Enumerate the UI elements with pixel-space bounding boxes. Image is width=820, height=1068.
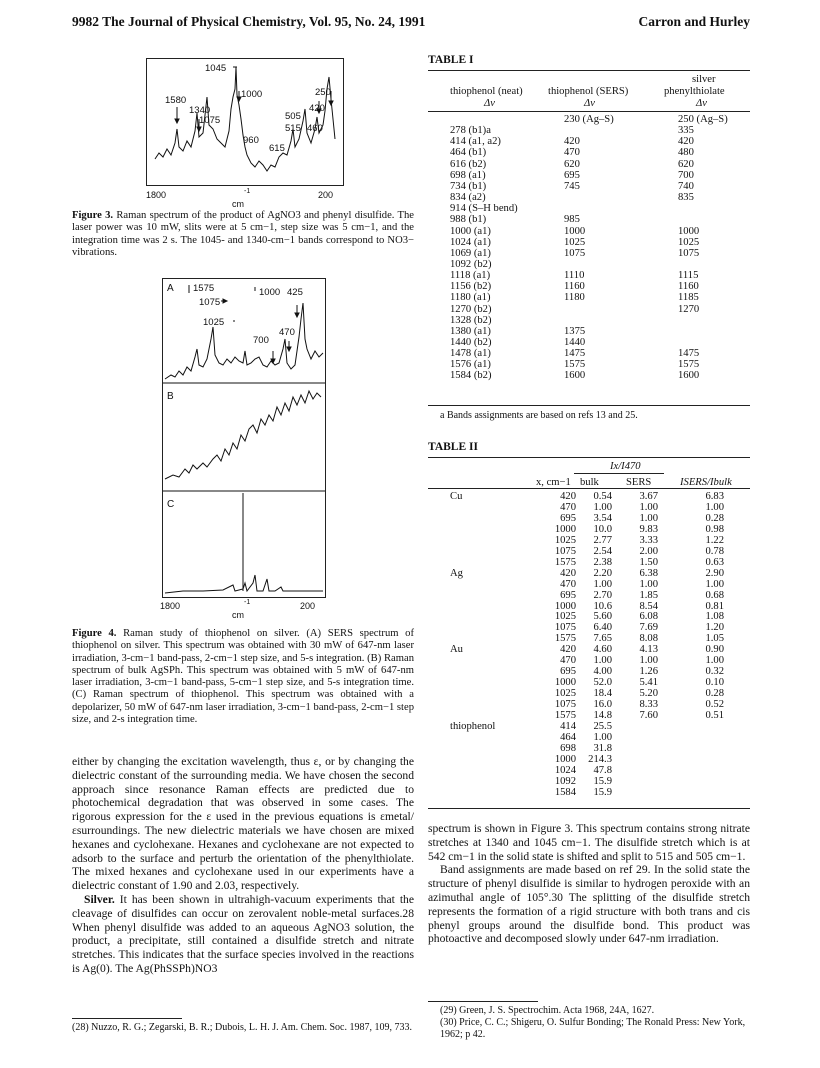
table-1-cell: 1118 (a1) [450,270,491,282]
table-1-cell: 1025 [564,236,586,248]
table-2-cell: 1075 [554,622,576,634]
table-2-group-rule [574,473,664,474]
table-2-cell: 214.3 [588,753,612,765]
table-2-cell: 1.20 [705,622,724,634]
table-1 [428,72,750,402]
table-1-cell: 1000 [678,225,700,237]
table-1-cell: 1478 (a1) [450,348,491,360]
table-1-title: TABLE I [428,54,474,66]
table-2-cell: 420 [560,567,576,579]
table-2-cell: 47.8 [593,764,612,776]
t1-head-dnu3: Δν [696,98,707,109]
table-2-cell: 470 [560,501,576,513]
figure-3-spectrum [147,59,343,185]
table-2-cell: 698 [560,742,576,754]
fig3-peak-1000: 1000 [241,89,263,100]
table-2-cell: 1.00 [705,578,724,590]
fig4-trace-c [165,575,323,593]
table-2-cell: 0.51 [705,710,724,721]
fig4-peak-470: 470 [279,327,295,338]
table-2-cell: 3.67 [639,491,658,502]
table-2-cell: 18.4 [593,688,612,700]
table-2-cell: 0.68 [705,589,724,601]
fig3-axis-left: 1800 [146,190,167,200]
table-2-cell: 4.00 [593,666,612,678]
table-2-cell: 7.65 [593,633,612,645]
table-1-cell: 985 [564,214,580,226]
table-2-cell: 14.8 [593,710,612,721]
table-2-cell: 4.60 [593,644,612,656]
table-1-cell: 1600 [564,370,586,382]
table-2-cell: 414 [560,720,576,732]
fig4-peak-1075: 1075 [199,297,221,308]
table-2-cell: 464 [560,731,576,743]
running-header: 9982 The Journal of Physical Chemistry, Vol. 95, No. 24, 1991 [72,14,426,29]
table-1-cell: 1000 [564,225,586,237]
table-2-cell: 420 [560,644,576,656]
table-2-cell: 10.0 [593,523,612,535]
table-2-cell: 0.32 [705,666,724,678]
table-2-cell: 0.81 [705,600,724,612]
fig3-peak-420: 420 [309,103,325,114]
table-2-cell: 52.0 [593,677,612,689]
table-2-title: TABLE II [428,441,478,453]
fig3-peak-1340: 1340 [189,105,211,116]
table-2-cell: 6.83 [705,491,724,502]
fig3-axis-right: 200 [318,190,334,200]
table-1-cell: 988 (b1) [450,214,487,226]
table-1-cell: 734 (b1) [450,180,487,192]
table-2-cell: 1.00 [639,512,658,524]
fig3-peak-515: 515 [285,123,301,134]
table-1-cell: 1110 [564,270,585,282]
table-2-cell: 0.78 [705,545,724,557]
table-2-cell: Cu [450,491,463,502]
table-2-cell: 1092 [554,775,576,787]
table-2-bottom-rule [428,808,750,809]
table-2-cell: 6.40 [593,622,612,634]
table-1-cell: 1375 [564,325,586,337]
table-2-cell: 0.28 [705,688,724,700]
table-2-cell: 5.60 [593,611,612,623]
table-2-cell: 695 [560,666,576,678]
table-2-cell: 6.38 [639,567,658,579]
table-1-cell: 1092 (b2) [450,258,492,270]
table-1-cell: 1440 (b2) [450,337,492,348]
table-1-cell: 335 [678,125,694,137]
table-2-cell: 0.54 [593,491,612,502]
table-2-cell: 1.00 [639,501,658,513]
t1-head-col2: thiophenol (SERS) [548,86,629,97]
left-paragraph-1: either by changing the excitation wavelength, thus ε, or by changing the dielectric constant of the surrounding media. We have chosen the second approach since resonance Raman effects are predicted due to photochemical degradation that was observed in some cases. The rigorous expression for the ε used in the previous equations is εmetal/εsurroundings. The new dielectric materials we have chosen are mixed hexanes and cyclohexane. Hexanes and cyclohexane are not expected to adsorb to the surface and perturb the orientation of the phenylthiolate. The mixed hexanes and cyclohexane used in our experiments have a dielectric constant of 1.90 and 2.03, respectively. [72,755,414,893]
fig4-axis-unit: $cm^{-1}$ [232,599,251,620]
table-1-cell: 745 [564,180,580,192]
table-2-cell: 1.05 [705,633,724,645]
table-1-cell: 1075 [678,247,700,259]
table-1-cell: 698 (a1) [450,169,486,181]
table-1-cell: 1475 [678,348,700,360]
table-2-cell: 4.13 [639,644,658,656]
table-2-cell: 25.5 [593,720,612,732]
fig4-peak-425: 425 [287,287,303,298]
table-1-cell: 834 (a2) [450,192,486,204]
table-1-cell: 740 [678,180,694,192]
fig4-trace-b [165,391,321,479]
table-1-cell: 1115 [678,270,699,282]
table-2-cell: 16.0 [593,699,612,711]
t2-head-sers: SERS [626,477,652,488]
fig3-peak-460: 460 [307,123,323,134]
table-2-cell: 0.90 [705,644,724,656]
table-1-cell: 1185 [678,292,699,304]
table-2-cell: 0.52 [705,699,724,711]
table-2-cell: 1075 [554,545,576,557]
table-1-cell: 1000 (a1) [450,225,491,237]
table-1-top-rule [428,70,750,71]
fig3-peak-505: 505 [285,111,301,122]
table-2-cell: 1000 [554,600,576,612]
t1-head-col3b: phenylthiolate [664,86,725,97]
table-1-cell: 420 [678,136,694,148]
table-2-cell: 2.70 [593,589,612,601]
table-1-cell: 1575 [564,359,586,371]
fig4-axis-left: 1800 [160,601,181,611]
right-paragraph-2: Band assignments are made based on ref 29. In the solid state the structure of phenyl disulfide is similar to hydrogen peroxide with an azimuthal angle of 105°.30 The splitting of the disulfide stretch represents the formation of a rigid structure with both trans and cis phenyl groups around the disulfide bond. This product was photoactive and decomposed slowly under 647-nm irradiation. [428,863,750,946]
t1-head-dnu1: Δν [484,98,495,109]
t2-head-ratio: ISERS/Ibulk [680,477,732,488]
fig3-peak-960: 960 [243,135,259,146]
table-2-cell: 1575 [554,556,576,568]
table-2-cell: 1024 [554,764,576,776]
table-1-cell: 480 [678,147,694,159]
table-2-cell: 0.10 [705,677,724,689]
table-1-cell: 914 (S–H bend) [450,203,518,215]
table-2-cell: 2.20 [593,567,612,579]
fig4-peak-700: 700 [253,335,269,346]
table-2-cell: 1000 [554,753,576,765]
table-2-cell: 1025 [554,688,576,700]
footnote-30: (30) Price, C. C.; Shigeru, O. Sulfur Bonding; The Ronald Press: New York, 1962; p 42. [440,1017,746,1040]
fig4-trace-a [165,303,323,379]
table-2-cell: 2.38 [593,556,612,568]
table-1-cell: 1575 [678,359,700,371]
table-2-cell: 695 [560,512,576,524]
table-2-cell: 9.83 [639,523,658,535]
t2-head-group: Ix/I470 [610,461,641,472]
right-body-text [428,822,750,946]
table-1-cell: 1380 (a1) [450,325,491,337]
figure-4-plot [162,278,326,598]
table-2-cell: 1025 [554,534,576,546]
table-1-cell: 470 [564,147,580,159]
table-1-cell: 1576 (a1) [450,359,491,371]
table-1-cell: 1160 [678,281,699,293]
right-paragraph-1: spectrum is shown in Figure 3. This spectrum contains strong nitrate stretches at 1340 and 1045 cm−1. The disulfide stretch which is at 542 cm−1 in the solid state is shifted and split to 515 and 505 cm−1. [428,822,750,863]
table-2-cell: 10.6 [593,600,612,612]
table-2-cell: 15.9 [593,775,612,787]
table-1-cell: 1069 (a1) [450,247,491,259]
table-1-cell: 616 (b2) [450,158,487,170]
table-1-cell: 1160 [564,281,585,293]
table-2-cell: 2.00 [639,545,658,557]
table-1-cell: 695 [564,169,580,181]
table-2-cell: 1.00 [639,655,658,667]
table-2-cell: 420 [560,491,576,502]
figure-3-caption: Figure 3. Raman spectrum of the product of AgNO3 and phenyl disulfide. The laser power was 10 mW, slits were at 5 cm−1, step size was 5 cm−1, and the integration time was 2 s. The 1045- and 1340-cm−1 bands correspond to NO3− vibrations. [72,210,414,258]
table-1-cell: 230 (Ag–S) [564,114,614,125]
table-2-cell: Au [450,644,463,656]
table-2-cell: 31.8 [593,742,612,754]
table-2-cell: 1025 [554,611,576,623]
table-2-cell: 1.85 [639,589,658,601]
table-1-cell: 1270 [678,303,700,315]
figure-4-spectra [163,279,325,597]
footnote-29: (29) Green, J. S. Spectrochim. Acta 1968, 24A, 1627. [440,1005,655,1016]
table-1-footnote: a Bands assignments are based on refs 13 and 25. [440,410,638,421]
left-paragraph-2: Silver. It has been shown in ultrahigh-vacuum experiments that the cleavage of disulfides can occur on zerovalent noble-metal surfaces.28 When phenyl disulfide was added to an aqueous AgNO3 solution, the product, a precipitate, still contained a disulfide stretch and nitrate stretches. This indicates that the surface species involved in the reactions is Ag(0). The Ag(PhSSPh)NO3 [72,892,414,975]
table-2-cell: 0.98 [705,523,724,535]
table-1-cell: 250 (Ag–S) [678,114,728,125]
table-1-cell: 1584 (b2) [450,370,492,382]
fig3-peak-615: 615 [269,143,285,154]
table-1-cell: 1475 [564,348,586,360]
table-2 [428,459,750,798]
table-1-cell: 1270 (b2) [450,303,492,315]
table-1-cell: 1156 (b2) [450,281,492,293]
table-1-cell: 1075 [564,247,586,259]
t1-head-dnu2: Δν [584,98,595,109]
fig3-axis-unit: $cm^{-1}$ [232,188,251,209]
table-2-cell: 1.26 [639,666,658,678]
table-1-cell: 464 (b1) [450,147,487,159]
table-2-cell: thiophenol [450,720,496,732]
figure-3-trace [155,67,335,171]
author-header: Carron and Hurley [638,14,750,29]
table-1-cell: 700 [678,169,694,181]
table-2-cell: 1575 [554,710,576,721]
table-1-cell: 420 [564,136,580,148]
table-2-cell: 3.54 [593,512,612,524]
t2-head-x: x, cm−1 [536,477,571,488]
table-1-cell: 1180 [564,292,585,304]
table-2-cell: 470 [560,578,576,590]
fig3-peak-1045: 1045 [205,63,227,74]
table-1-cell: 620 [564,158,580,170]
table-1-cell: 620 [678,158,694,170]
table-2-cell: 1.00 [705,501,724,513]
t2-head-bulk: bulk [580,477,599,488]
table-2-cell: 1075 [554,699,576,711]
table-2-cell: 5.20 [639,688,658,700]
table-2-cell: 1.00 [593,578,612,590]
table-1-bottom-rule [428,405,750,406]
table-1-head-rule [428,111,750,112]
table-2-cell: 1584 [554,786,576,798]
table-2-cell: 2.77 [593,534,612,546]
table-1-cell: 414 (a1, a2) [450,136,501,148]
table-2-cell: 1.00 [593,655,612,667]
figure-3-plot [146,58,344,186]
fig4-panel-c: C [167,499,175,510]
fig3-peak-1580: 1580 [165,95,187,106]
table-2-cell: Ag [450,567,463,579]
table-2-cell: 1.50 [639,556,658,568]
table-2-cell: 3.33 [639,534,658,546]
table-1-cell: 278 (b1)a [450,125,491,137]
table-2-head-rule [428,488,750,489]
table-2-cell: 1000 [554,523,576,535]
left-body-text [72,755,414,976]
table-2-cell: 7.60 [639,710,658,721]
table-2-cell: 1.00 [705,655,724,667]
table-2-cell: 0.28 [705,512,724,524]
footnote-28: (28) Nuzzo, R. G.; Zegarski, B. R.; Dubois, L. H. J. Am. Chem. Soc. 1987, 109, 733. [72,1022,412,1033]
table-2-cell: 2.90 [705,567,724,579]
figure-4-caption: Figure 4. Raman study of thiophenol on silver. (A) SERS spectrum of thiophenol on silver. This spectrum was obtained with 30 mW of 647-nm laser irradiation, 3-cm−1 band-pass, 2-cm−1 step size, and 5-s integration. (B) Raman spectrum of bulk AgSPh. This spectrum was obtained with 5 mW of 647-nm laser irradiation, 3-cm−1 band-pass, 5-cm−1 step size, and 5-s integration time. (C) Raman spectrum of thiophenol. This spectrum was obtained with a depolarizer, 50 mW of 647-nm laser irradiation, 3-cm−1 band-pass, 2-cm−1 step size, and 2-s integration time. [72,628,414,726]
table-1-cell: 1600 [678,370,700,382]
fig3-peak-1075: 1075 [199,115,221,126]
table-2-cell: 7.69 [639,622,658,634]
table-1-cell: 835 [678,192,694,204]
table-2-cell: 1.00 [593,501,612,513]
table-2-cell: 5.41 [639,677,658,689]
table-1-cell: 1180 (a1) [450,292,491,304]
table-2-cell: 6.08 [639,611,658,623]
table-2-cell: 695 [560,589,576,601]
table-2-cell: 1.00 [593,731,612,743]
table-1-cell: 1328 (b2) [450,314,492,326]
table-2-cell: 1.22 [705,534,724,546]
table-1-cell: 1024 (a1) [450,236,491,248]
fig4-panel-b: B [167,391,174,402]
table-2-cell: 0.63 [705,556,724,568]
table-2-cell: 8.54 [639,600,658,612]
fig4-axis-right: 200 [300,601,316,611]
table-2-cell: 470 [560,655,576,667]
table-2-cell: 1000 [554,677,576,689]
table-2-cell: 15.9 [593,786,612,798]
left-footnote-rule [72,1018,182,1019]
table-1-cell: 1025 [678,236,700,248]
table-2-cell: 8.33 [639,699,658,711]
table-2-cell: 1575 [554,633,576,645]
fig3-peak-250: 250 [315,87,331,98]
fig4-peak-1575: 1575 [193,283,215,294]
fig4-peak-1025: 1025 [203,317,225,328]
table-2-top-rule [428,457,750,458]
table-2-cell: 2.54 [593,545,612,557]
table-2-cell: 8.08 [639,633,658,645]
fig4-panel-a: A [167,283,174,294]
table-1-cell: 1440 [564,337,586,348]
right-footnote-rule [428,1001,538,1002]
table-2-cell: 1.08 [705,611,724,623]
t1-head-col3a: silver [692,74,716,85]
t1-head-col1: thiophenol (neat) [450,86,523,97]
table-2-cell: 1.00 [639,578,658,590]
fig4-peak-1000: 1000 [259,287,281,298]
